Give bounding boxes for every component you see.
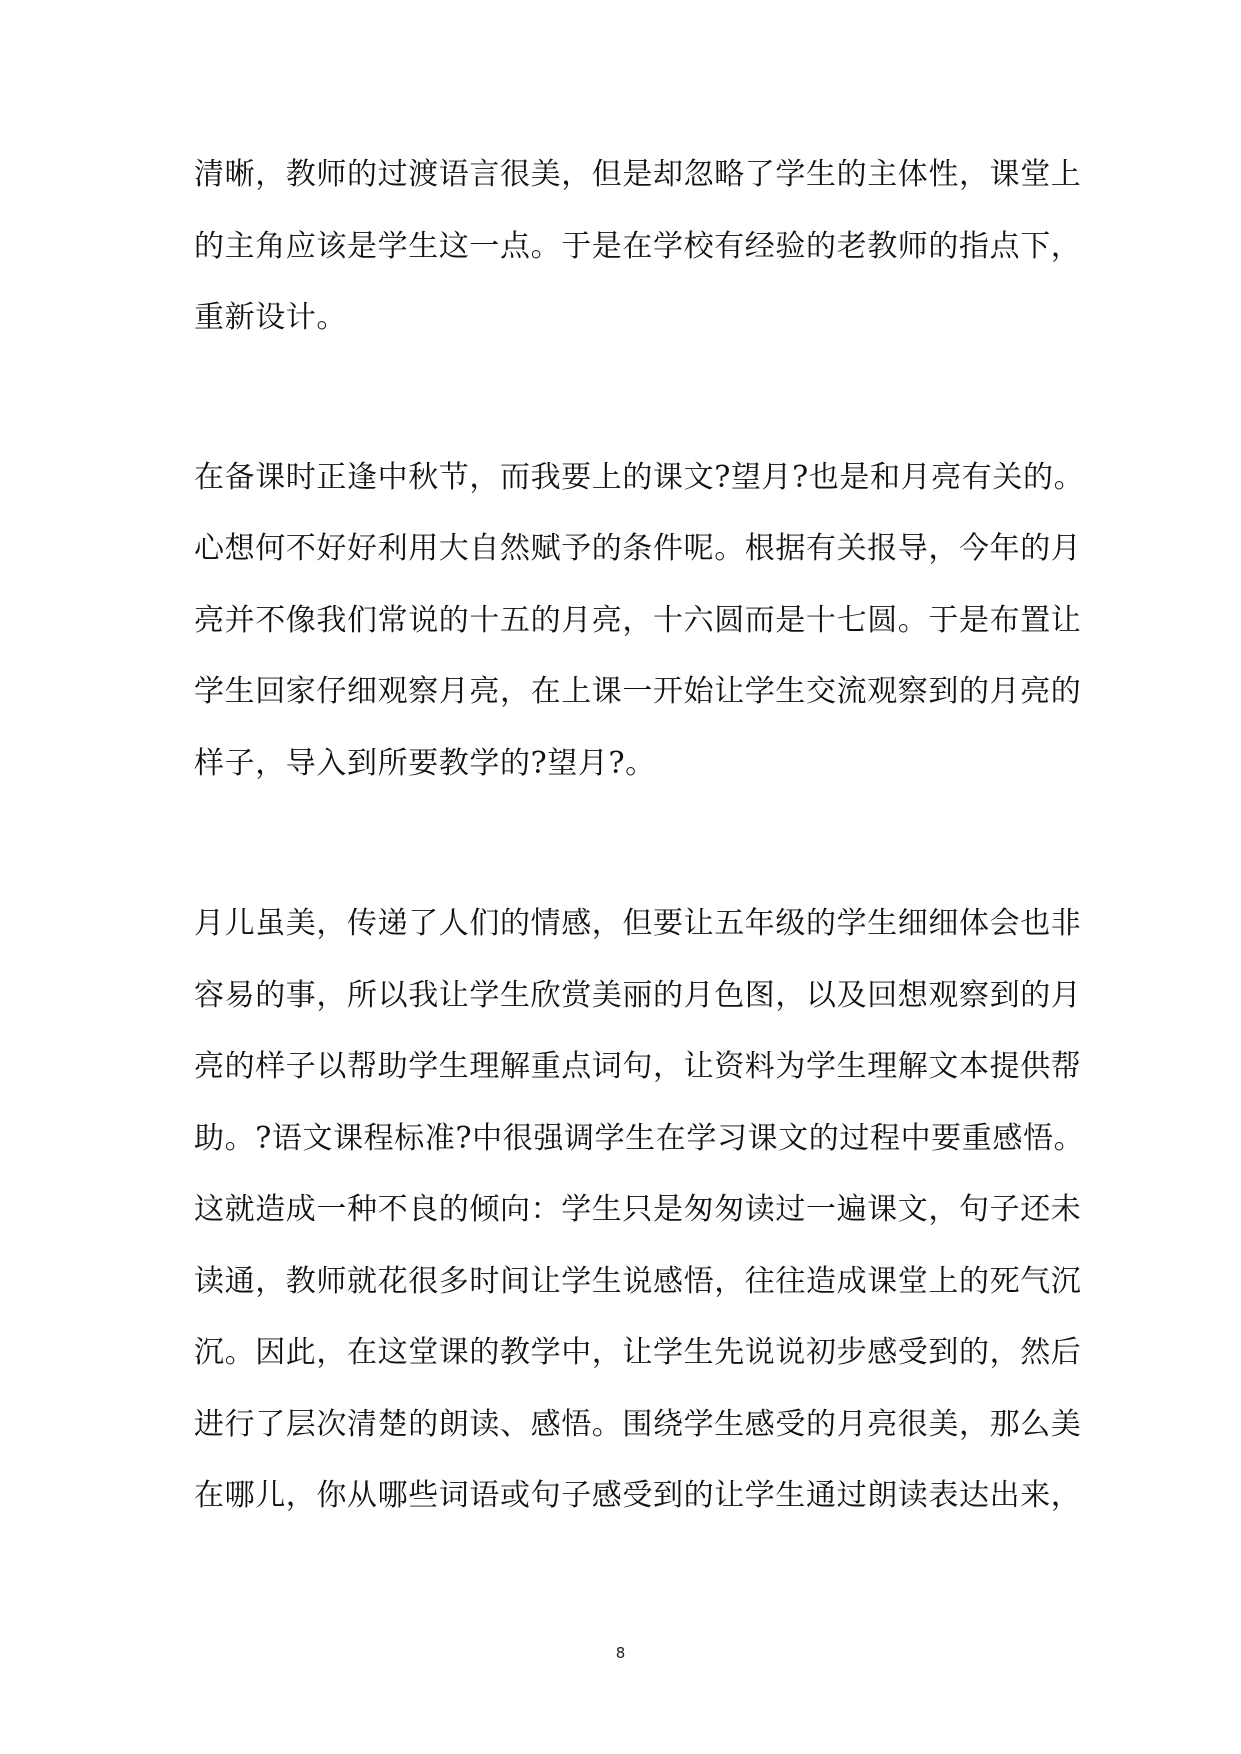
paragraph-line: 心想何不好好利用大自然赋予的条件呢。根据有关报导，今年的月 — [194, 531, 1082, 566]
paragraph-line: 亮的样子以帮助学生理解重点词句，让资料为学生理解文本提供帮 — [194, 1049, 1082, 1084]
paragraph-line: 的主角应该是学生这一点。于是在学校有经验的老教师的指点下， — [194, 229, 1082, 264]
paragraph-line: 这就造成一种不良的倾向：学生只是匆匆读过一遍课文，句子还未 — [194, 1192, 1082, 1227]
paragraph-line: 学生回家仔细观察月亮，在上课一开始让学生交流观察到的月亮的 — [194, 674, 1082, 709]
page-number: 8 — [615, 1644, 626, 1662]
paragraph-line: 沉。因此，在这堂课的教学中，让学生先说说初步感受到的，然后 — [194, 1335, 1082, 1370]
paragraph-line: 清晰，教师的过渡语言很美，但是却忽略了学生的主体性，课堂上 — [194, 157, 1082, 192]
paragraph-line: 在哪儿，你从哪些词语或句子感受到的让学生通过朗读表达出来， — [194, 1478, 1082, 1513]
paragraph-line: 在备课时正逢中秋节，而我要上的课文?望月?也是和月亮有关的。 — [194, 460, 1085, 495]
paragraph-line: 容易的事，所以我让学生欣赏美丽的月色图，以及回想观察到的月 — [194, 978, 1082, 1013]
paragraph-line: 读通，教师就花很多时间让学生说感悟，往往造成课堂上的死气沉 — [194, 1264, 1082, 1299]
paragraph-line: 进行了层次清楚的朗读、感悟。围绕学生感受的月亮很美，那么美 — [194, 1407, 1082, 1442]
paragraph-line: 样子，导入到所要教学的?望月?。 — [194, 746, 656, 781]
paragraph-line: 重新设计。 — [194, 300, 347, 335]
paragraph-line: 月儿虽美，传递了人们的情感，但要让五年级的学生细细体会也非 — [194, 906, 1082, 941]
paragraph-line: 助。?语文课程标准?中很强调学生在学习课文的过程中要重感悟。 — [194, 1121, 1085, 1156]
paragraph-line: 亮并不像我们常说的十五的月亮，十六圆而是十七圆。于是布置让 — [194, 603, 1082, 638]
